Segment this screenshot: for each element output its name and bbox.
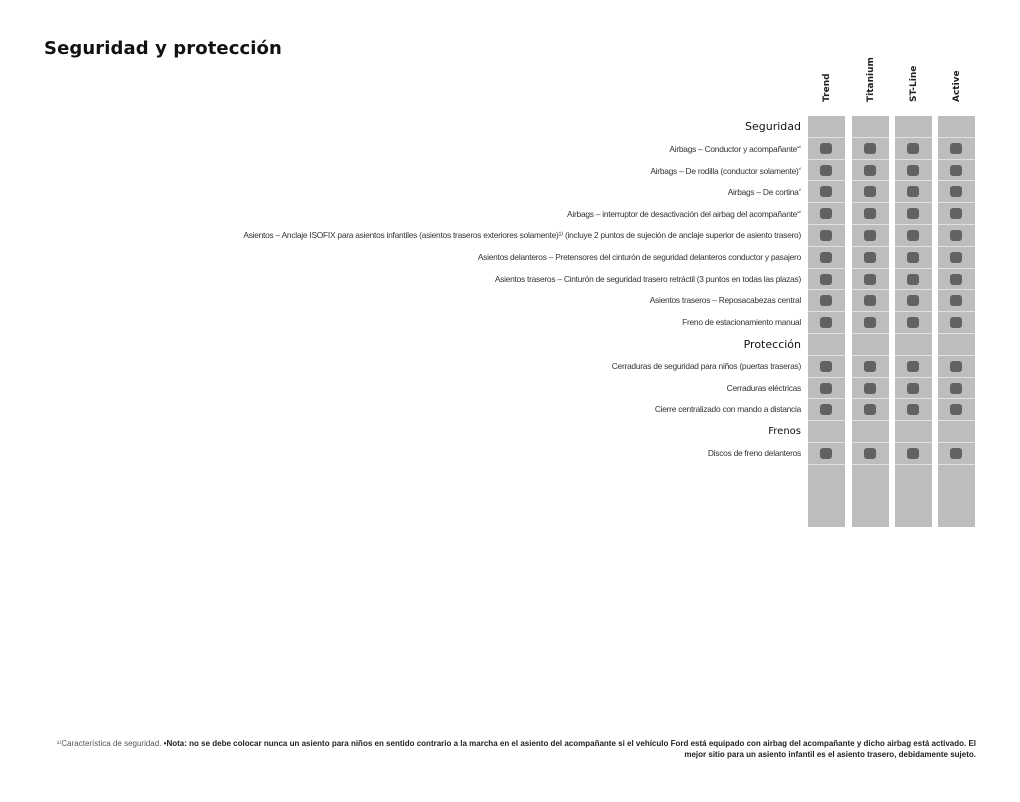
page-title: Seguridad y protección xyxy=(44,38,282,59)
feature-label-text: Discos de freno delanteros xyxy=(707,448,801,458)
feature-row xyxy=(0,356,1020,378)
feature-label-text: Asientos traseros – Cinturón de seguridad trasero retráctil (3 puntos en todas las plazas) xyxy=(494,273,801,284)
feature-row xyxy=(0,290,1020,312)
standard-feature-dot xyxy=(950,208,962,219)
standard-feature-dot xyxy=(950,252,962,263)
feature-label xyxy=(567,203,801,225)
standard-feature-dot xyxy=(864,448,876,459)
standard-feature-dot xyxy=(864,361,876,372)
standard-feature-dot xyxy=(820,361,832,372)
standard-feature-dot xyxy=(907,230,919,241)
standard-feature-dot xyxy=(950,295,962,306)
feature-label-text: Seguridad xyxy=(745,120,801,133)
feature-row xyxy=(0,378,1020,400)
section-heading xyxy=(744,334,801,356)
feature-label xyxy=(495,269,801,291)
feature-label-text: Airbags – De rodilla (conductor solamente) xyxy=(650,165,799,176)
standard-feature-dot xyxy=(820,208,832,219)
feature-row xyxy=(0,181,1020,203)
feature-label xyxy=(708,443,801,465)
footnote-mark: ¹⁾ xyxy=(798,188,801,195)
feature-label-text: Cierre centralizado con mando a distancia xyxy=(654,404,801,415)
feature-label-text: Airbags – interruptor de desactivación del airbag del acompañante xyxy=(567,209,798,220)
trim-header xyxy=(808,62,845,112)
standard-feature-dot xyxy=(950,274,962,285)
standard-feature-dot xyxy=(950,383,962,394)
standard-feature-dot xyxy=(864,186,876,197)
standard-feature-dot xyxy=(907,448,919,459)
trim-header-label: Trend xyxy=(821,73,832,102)
standard-feature-dot xyxy=(820,448,832,459)
standard-feature-dot xyxy=(907,361,919,372)
standard-feature-dot xyxy=(820,317,832,328)
standard-feature-dot xyxy=(907,143,919,154)
standard-feature-dot xyxy=(820,404,832,415)
standard-feature-dot xyxy=(950,404,962,415)
standard-feature-dot xyxy=(950,143,962,154)
footnote-mark: •¹⁾ xyxy=(797,144,801,151)
trim-header xyxy=(852,57,889,112)
feature-label xyxy=(728,181,801,203)
trim-header-label: Titanium xyxy=(865,57,876,102)
feature-label-text: Cerraduras eléctricas xyxy=(726,382,801,393)
feature-row xyxy=(0,269,1020,291)
feature-label-text: Protección xyxy=(743,338,801,351)
standard-feature-dot xyxy=(907,383,919,394)
trim-header-label: Active xyxy=(951,70,962,102)
feature-label xyxy=(243,225,801,247)
section-heading xyxy=(768,421,801,443)
section-heading-row xyxy=(0,116,1020,138)
feature-label-text: Freno de estacionamiento manual xyxy=(682,317,801,328)
standard-feature-dot xyxy=(950,361,962,372)
standard-feature-dot xyxy=(864,295,876,306)
trim-header-label: ST-Line xyxy=(908,65,919,102)
feature-row xyxy=(0,138,1020,160)
feature-row xyxy=(0,203,1020,225)
standard-feature-dot xyxy=(907,274,919,285)
standard-feature-dot xyxy=(820,186,832,197)
feature-row xyxy=(0,247,1020,269)
feature-row xyxy=(0,443,1020,465)
feature-label xyxy=(650,160,801,182)
standard-feature-dot xyxy=(907,252,919,263)
feature-label xyxy=(478,247,801,269)
feature-label-text: Asientos – Anclaje ISOFIX para asientos infantiles (asientos traseros exteriores solamente)¹⁾ (incluye 2 puntos de sujeción de anclaje superior de asiento trasero) xyxy=(243,230,801,240)
row-divider xyxy=(808,464,976,465)
standard-feature-dot xyxy=(864,143,876,154)
footnote-note: •Nota: no se debe colocar nunca un asiento para niños en sentido contrario a la marcha en el asiento del acompañante si el vehículo Ford está equipado con airbag del acompañante y dicho airbag está activado. El mejor sitio para un asiento infantil es el asiento trasero, debidamente sujeto. xyxy=(163,739,976,759)
standard-feature-dot xyxy=(950,186,962,197)
standard-feature-dot xyxy=(864,165,876,176)
feature-row xyxy=(0,399,1020,421)
footnote-mark: ¹⁾ xyxy=(798,166,801,173)
standard-feature-dot xyxy=(950,448,962,459)
standard-feature-dot xyxy=(864,317,876,328)
standard-feature-dot xyxy=(907,208,919,219)
standard-feature-dot xyxy=(820,274,832,285)
standard-feature-dot xyxy=(950,165,962,176)
feature-label xyxy=(682,312,801,334)
standard-feature-dot xyxy=(820,252,832,263)
section-heading-row xyxy=(0,334,1020,356)
standard-feature-dot xyxy=(950,230,962,241)
standard-feature-dot xyxy=(864,383,876,394)
standard-feature-dot xyxy=(864,252,876,263)
feature-label xyxy=(655,399,801,421)
standard-feature-dot xyxy=(950,317,962,328)
standard-feature-dot xyxy=(820,383,832,394)
trim-header xyxy=(938,62,975,112)
feature-label-text: Frenos xyxy=(768,426,801,438)
standard-feature-dot xyxy=(864,230,876,241)
section-heading xyxy=(745,116,801,138)
footnote-mark: •¹⁾ xyxy=(797,210,801,217)
footnote xyxy=(46,738,976,760)
feature-label-text: Airbags – Conductor y acompañante xyxy=(669,143,798,154)
standard-feature-dot xyxy=(907,295,919,306)
feature-label xyxy=(650,290,801,312)
footnote-prefix: ¹⁾Característica de seguridad. xyxy=(56,739,164,748)
standard-feature-dot xyxy=(820,230,832,241)
standard-feature-dot xyxy=(907,186,919,197)
feature-label xyxy=(612,356,801,378)
feature-label-text: Asientos delanteros – Pretensores del cinturón de seguridad delanteros conductor y pasajero xyxy=(477,251,801,262)
trim-header xyxy=(895,62,932,112)
feature-row xyxy=(0,225,1020,247)
section-heading-row xyxy=(0,421,1020,443)
feature-label xyxy=(727,378,801,400)
standard-feature-dot xyxy=(864,208,876,219)
standard-feature-dot xyxy=(864,404,876,415)
standard-feature-dot xyxy=(907,404,919,415)
standard-feature-dot xyxy=(820,143,832,154)
feature-label xyxy=(669,138,801,160)
standard-feature-dot xyxy=(820,295,832,306)
feature-label-text: Cerraduras de seguridad para niños (puertas traseras) xyxy=(611,360,801,371)
standard-feature-dot xyxy=(907,165,919,176)
standard-feature-dot xyxy=(820,165,832,176)
feature-label-text: Airbags – De cortina xyxy=(727,187,799,198)
feature-label-text: Asientos traseros – Reposacabezas central xyxy=(649,295,801,306)
feature-row xyxy=(0,160,1020,182)
standard-feature-dot xyxy=(864,274,876,285)
standard-feature-dot xyxy=(907,317,919,328)
feature-row xyxy=(0,312,1020,334)
